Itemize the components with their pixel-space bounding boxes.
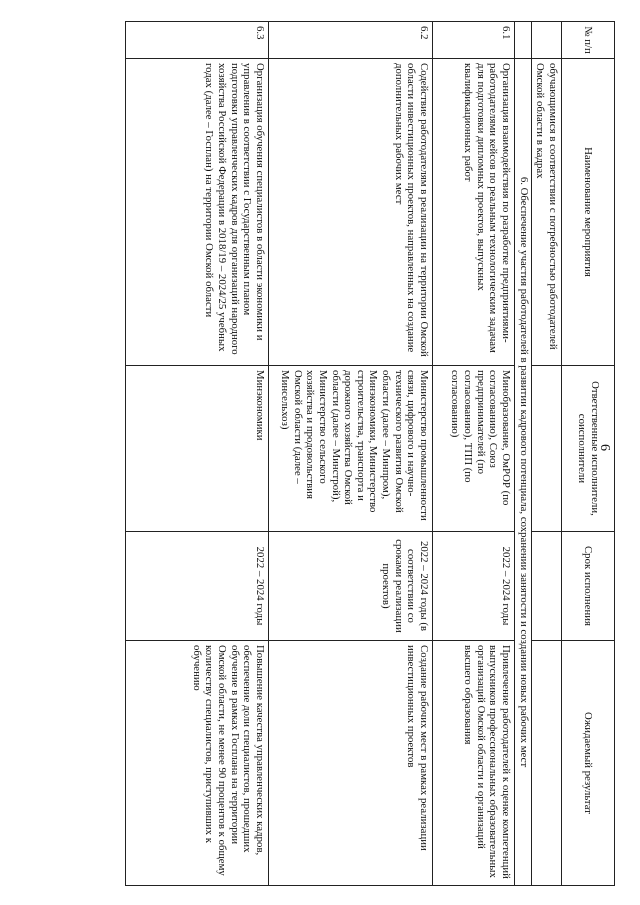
row-name: Организация обучения специалистов в области экономики и управления в соответствии с Государственным планом подготовки управленческих кадров для организаций народного хозяйства Российской Федерации в 2018/19 – 2024/25 учебных годах (далее – Госплан) на территории Омской области xyxy=(125,59,268,366)
row-deadline: 2022 – 2024 годы (в соответствии со сроками реализации проектов) xyxy=(268,532,432,641)
header-executors: Ответственные исполнители, соисполнители xyxy=(562,366,615,532)
row-executors: Министерство промышленности связи, цифрового и научно-технического развития Омской области (далее – Минпром), Минэкономики, Министерство строительства, транспорта и дорожного хозяйства Омской области (далее – Минстрой), Министерство сельского хозяйства и продовольствия Омской области (далее – Минсельхоз) xyxy=(268,366,432,532)
section-row xyxy=(514,22,531,886)
table-row xyxy=(125,22,268,886)
action-plan-table xyxy=(125,21,615,886)
continuation-row xyxy=(531,22,561,886)
header-num: № п/п xyxy=(562,22,615,59)
header-result: Ожидаемый результат xyxy=(562,641,615,886)
row-executors: Минэкономики xyxy=(125,366,268,532)
row-executors: Минобразование, ОмРОР (по согласованию), Союз предпринимателей (по согласованию), ТПП (по согласованию) xyxy=(432,366,514,532)
table-header-row xyxy=(562,22,615,886)
continuation-num xyxy=(531,22,561,59)
row-result: Повышение качества управленческих кадров, обеспечение доли специалистов, прошедших обучение в рамках Госплана на территории Омской области, не менее 90 процентов к общему количеству специалистов, приступивших к обучению xyxy=(125,641,268,886)
row-name: Организация взаимодействия по разработке предприятиями-работодателями кейсов по реальным технологическим задачам для подготовки дипломных проектов, выпускных квалификационных работ xyxy=(432,59,514,366)
row-result: Привлечение работодателей к оценке компетенций выпускников профессиональных образовательных организаций Омской области и организаций высшего образования xyxy=(432,641,514,886)
row-num: 6.3 xyxy=(125,22,268,59)
rotated-page xyxy=(62,21,615,885)
table-row xyxy=(432,22,514,886)
row-deadline: 2022 – 2024 годы xyxy=(125,532,268,641)
row-deadline: 2022 – 2024 годы xyxy=(432,532,514,641)
continuation-text: обучающимися в соответствии с потребностью работодателей Омской области в кадрах xyxy=(531,59,561,366)
row-num: 6.1 xyxy=(432,22,514,59)
row-num: 6.2 xyxy=(268,22,432,59)
row-result: Создание рабочих мест в рамках реализации инвестиционных проектов xyxy=(268,641,432,886)
header-name: Наименование мероприятия xyxy=(562,59,615,366)
section-title: 6. Обеспечение участия работодателей в развитии кадрового потенциала, сохранении занятости и создании новых рабочих мест xyxy=(514,59,531,886)
table-row xyxy=(268,22,432,886)
page-number: 6 xyxy=(597,444,612,451)
header-deadline: Срок исполнения xyxy=(562,532,615,641)
row-name: Содействие работодателям в реализации на территории Омской области инвестиционных проектов, направленных на создание дополнительных рабочих мест xyxy=(268,59,432,366)
